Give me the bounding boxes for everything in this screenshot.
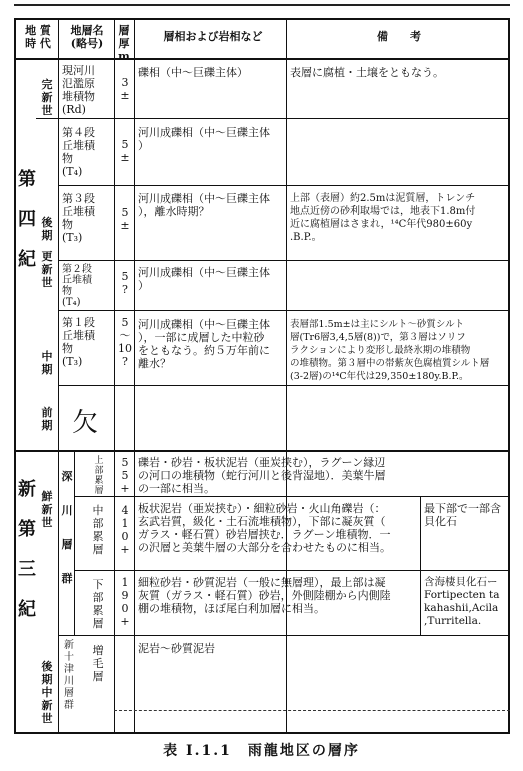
row-rule <box>58 310 510 311</box>
thickness-lower: 1 9 0 + <box>120 576 130 628</box>
sub-lower: 下 部 累 層 <box>92 578 104 630</box>
remarks-t3: 上部（表層）約2.5mは泥質層，トレンチ 地点近傍の砂利取場では，地表下1.8m付 近に腐植層はさまれ，¹⁴C年代980±60y .B.P.。 <box>290 193 476 243</box>
row-rule <box>58 185 510 186</box>
dotted-rule <box>114 710 510 711</box>
era-rule <box>16 450 510 452</box>
remarks-t1: 表層部1.5m±は主にシルト〜砂質シルト 層(Tr6層3,4,5層(8))で，第３層はソリフ ラクションにより変形し最終氷期の堆積物 の堆積物。第３層中の帯紫灰色腐植質シルト層 (3-2層)の¹⁴C年代は29,350±180y.B.P.。 <box>290 319 490 382</box>
formation-name-t1: 第１段 丘堆積 物 (T₃) <box>62 316 95 368</box>
formation-name-t4: 第４段 丘堆積 物 (T₄) <box>62 126 95 178</box>
thickness-t3: 5 ± <box>120 206 130 232</box>
row-rule <box>58 385 510 386</box>
col-divider-2 <box>114 20 115 734</box>
sub-middle: 中 部 累 層 <box>92 504 104 556</box>
formation-mashike: 増 毛 層 <box>92 644 104 683</box>
facies-t3: 河川成礫相（中〜巨礫主体 ），離水時期？ <box>138 192 270 218</box>
facies-middle: 板状泥岩（亜炭挟む）・細粒砂岩・火山角礫岩（： 玄武岩質，級化・土石流堆積物），下部に凝灰質（ ガラス・軽石質）砂岩層挟む．ラグーン堆積物．一 の沢層と美葉牛層の大部分を合わせたものに相当。 <box>138 502 391 554</box>
thickness-t4: 5 ± <box>120 138 130 164</box>
table-caption: 表 I.1.1 雨龍地区の層序 <box>163 743 360 759</box>
col-divider-1 <box>58 20 59 734</box>
header-geologic-age: 地 質 時 代 <box>25 24 51 50</box>
top-rule <box>14 4 510 6</box>
epoch-early: 前 期 <box>41 406 53 432</box>
thickness-rd: 3 ± <box>120 76 130 102</box>
row-rule <box>74 570 510 571</box>
facies-t2: 河川成礫相（中〜巨礫主体 ） <box>138 266 270 292</box>
header-rule <box>16 58 510 60</box>
header-facies: 層相および岩相など <box>163 30 263 43</box>
hiatus-mark: 欠 <box>72 408 99 438</box>
era-tertiary: 新 第 三 紀 <box>18 479 36 620</box>
facies-t1: 河川成礫相（中〜巨礫主体 ），一部に成層した中粒砂 をともなう。約５万年前に 離水？ <box>138 318 270 370</box>
formation-name-t2: 第２段 丘堆積 物 (T₄) <box>62 264 92 308</box>
epoch-pleistocene: 更 新 世 <box>41 250 53 289</box>
facies-mashike: 泥岩〜砂質泥岩 <box>138 642 215 655</box>
thickness-upper: 5 5 + <box>120 456 130 495</box>
facies-upper: 礫岩・砂岩・板状泥岩（亜炭挟む），ラグーン縁辺 の河口の堆積物（蛇行河川と後背湿地）．美葉牛層 の一部に相当。 <box>138 456 386 495</box>
stratigraphy-table <box>14 18 510 734</box>
epoch-late-middle-miocene: 後期 中 新世 <box>41 660 53 725</box>
facies-lower: 細粒砂岩・砂質泥岩（一般に無層理），最上部は凝 灰質（ガラス・軽石質）砂岩，外側陸棚から内側陸 棚の堆積物，ほぼ尾白利加層に相当。 <box>138 576 391 615</box>
row-rule <box>36 118 510 119</box>
group-divider <box>74 450 75 635</box>
thickness-t2: 5 ? <box>121 270 129 296</box>
remarks-divider <box>420 496 421 635</box>
epoch-middle: 中 期 <box>41 350 53 376</box>
remarks-rd: 表層に腐植・土壌をともなう。 <box>290 66 444 79</box>
group-shintotsukawa: 新 十 津 川 層 群 <box>64 640 74 711</box>
epoch-late: 後 期 <box>41 216 53 242</box>
formation-name-rd: 現河川 氾濫原 堆積物 (Rd) <box>62 64 95 116</box>
thickness-t1: 5 〜 10 ? <box>118 316 132 368</box>
era-quaternary: 第 四 紀 <box>18 169 36 270</box>
formation-name-t3: 第３段 丘堆積 物 (T₃) <box>62 192 95 244</box>
sub-upper: 上 部 累 層 <box>94 456 104 496</box>
header-thickness: 層厚 m <box>118 24 130 63</box>
thickness-middle: 4 1 0 + <box>120 504 130 556</box>
remarks-middle: 最下部で一部含 貝化石 <box>424 502 501 528</box>
col-divider-4 <box>286 20 287 734</box>
row-rule <box>58 635 510 636</box>
row-rule <box>74 496 510 497</box>
facies-t4: 河川成礫相（中〜巨礫主体 ） <box>138 126 270 152</box>
epoch-pliocene: 鮮 新 世 <box>41 490 53 529</box>
header-remarks: 備 考 <box>377 30 421 43</box>
remarks-lower: 含海棲貝化石ー Fortipecten ta kahashii,Acila ,Turritella. <box>424 576 500 627</box>
header-formation-name: 地層名 (略号) <box>70 24 104 50</box>
group-fukagawa: 深 川 層 群 <box>61 470 73 585</box>
facies-rd: 礫相（中〜巨礫主体） <box>138 66 248 79</box>
col-divider-3 <box>134 20 135 734</box>
epoch-holocene: 完 新 世 <box>41 78 53 117</box>
row-rule <box>58 260 510 261</box>
